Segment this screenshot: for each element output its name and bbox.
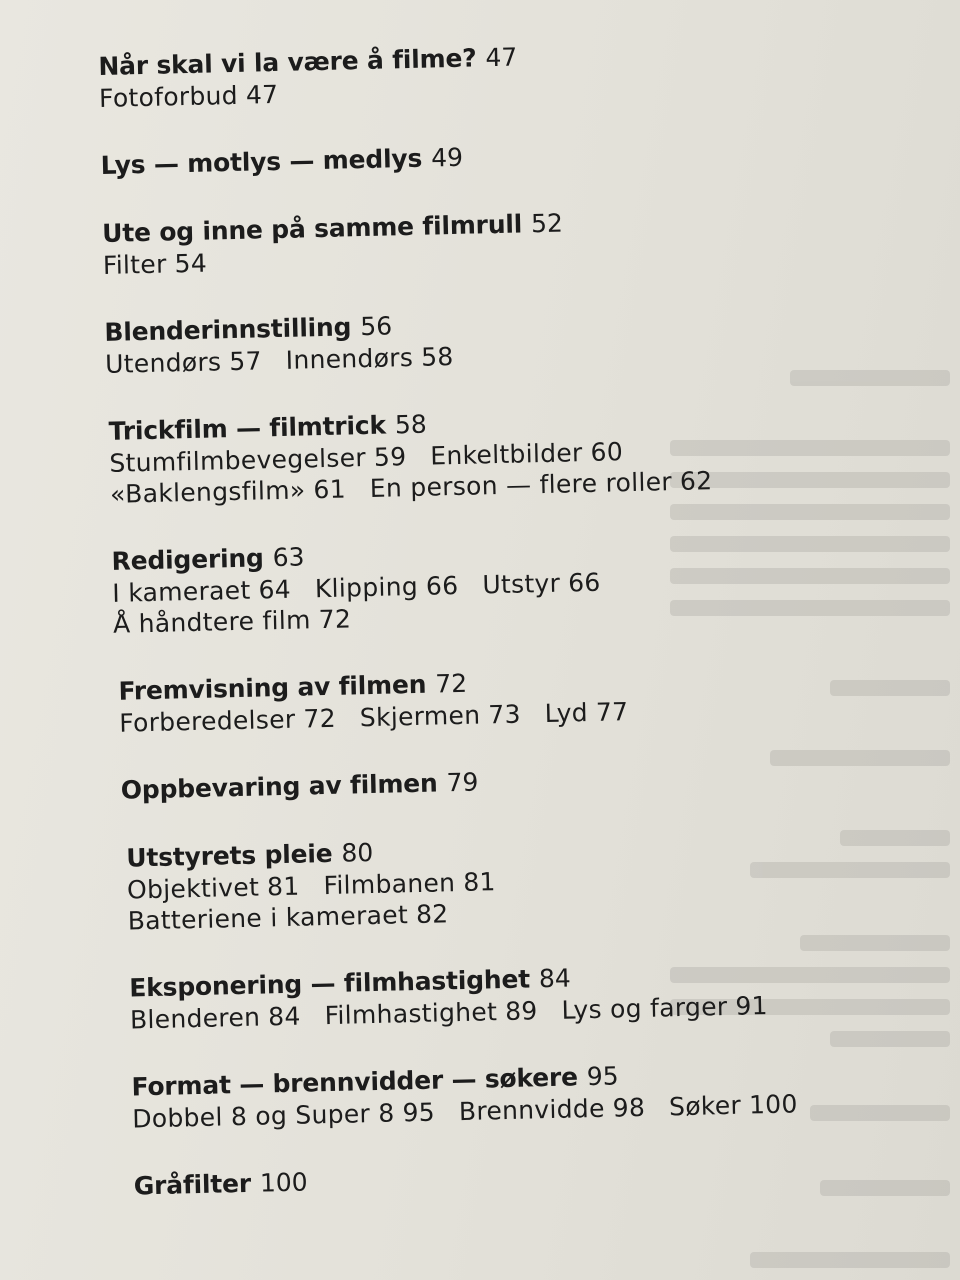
toc-subentry-title: Filmhastighet <box>324 997 498 1031</box>
toc-subentry-page-number: 57 <box>228 346 263 377</box>
toc-heading-page-number: 56 <box>359 311 393 342</box>
toc-heading-page-number: 52 <box>530 208 564 239</box>
toc-entry <box>111 528 871 640</box>
toc-subentry <box>132 1097 435 1135</box>
toc-subentry-title: Innendørs <box>285 342 414 375</box>
toc-subentry-title: Skjermen <box>359 700 481 733</box>
toc-subentry <box>112 574 291 609</box>
toc-entry <box>118 658 873 739</box>
bleed-through-line <box>750 1252 950 1268</box>
toc-subentry-page-number: 82 <box>415 899 449 930</box>
toc-subentry-title: Enkeltbilder <box>430 438 583 471</box>
toc-heading-page-number: 63 <box>272 542 305 573</box>
toc-subentry-page-number: 91 <box>735 991 769 1021</box>
toc-subentry <box>544 696 628 729</box>
toc-heading: Ute og inne på samme filmrull <box>101 209 523 248</box>
toc-heading-page-number: 80 <box>341 837 374 868</box>
toc-subentry-page-number: 60 <box>590 437 624 467</box>
toc-heading-page-number: 100 <box>259 1167 308 1198</box>
toc-heading: Trickfilm — filmtrick <box>108 410 387 446</box>
toc-heading: Eksponering — filmhastighet <box>128 964 531 1003</box>
toc-subentry <box>370 465 713 504</box>
toc-subentry-page-number: 81 <box>462 867 496 897</box>
toc-subentry-title: Utendørs <box>104 347 222 379</box>
toc-subentry-title: I kameraet <box>112 575 251 608</box>
toc-heading-page-number: 58 <box>394 409 428 440</box>
toc-heading-row <box>120 757 875 807</box>
toc-subentry <box>99 79 279 114</box>
toc-entry <box>98 33 859 114</box>
toc-subentry-title: Forberedelser <box>118 704 296 738</box>
toc-entry <box>100 132 861 182</box>
toc-heading: Format — brennvidder — søkere <box>131 1062 579 1102</box>
toc-heading: Blenderinnstilling <box>104 312 352 347</box>
toc-subentry-title: Lyd <box>544 698 589 729</box>
toc-subentry-page-number: 81 <box>266 871 300 902</box>
toc-entry <box>104 299 865 380</box>
toc-subentry-page-number: 64 <box>258 574 292 605</box>
toc-subentry <box>285 341 454 376</box>
toc-subentry-page-number: 54 <box>174 248 208 279</box>
toc-heading-page-number: 84 <box>538 963 572 994</box>
toc-subentry-page-number: 84 <box>267 1001 301 1032</box>
toc-subentry <box>127 898 448 936</box>
toc-heading: Når skal vi la være å filme? <box>98 43 477 81</box>
toc-heading-page-number: 47 <box>485 42 518 73</box>
toc-subentry <box>127 871 300 906</box>
toc-entry <box>120 757 875 807</box>
toc-subentry-page-number: 77 <box>595 697 629 727</box>
toc-subentry-title: Batteriene i kameraet <box>127 900 409 936</box>
toc-subentry-page-number: 66 <box>567 567 601 598</box>
toc-heading: Fremvisning av filmen <box>118 669 427 706</box>
toc-entry <box>108 398 868 510</box>
toc-subentry-title: Brennvidde <box>458 1093 606 1127</box>
toc-heading-page-number: 72 <box>434 668 468 699</box>
toc-subentry-page-number: 59 <box>373 442 407 472</box>
toc-subentry <box>110 473 346 509</box>
toc-entry <box>102 200 863 281</box>
toc-subentry-title: Dobbel 8 og Super 8 <box>131 1098 395 1134</box>
toc-heading-row <box>100 132 861 182</box>
toc-subentry <box>324 995 538 1031</box>
toc-subentry <box>669 1088 798 1122</box>
toc-subentry <box>105 345 262 380</box>
toc-subentry-title: Objektivet <box>126 872 260 905</box>
toc-subentry-title: Utstyr <box>482 568 561 600</box>
toc-subentry <box>482 567 601 601</box>
toc-heading-row <box>133 1152 884 1202</box>
toc-subentry <box>561 990 768 1026</box>
toc-subentry-page-number: 72 <box>318 604 352 635</box>
toc-subentry <box>103 248 208 281</box>
toc-subentry-title: Søker <box>668 1090 742 1122</box>
toc-heading: Utstyrets pleie <box>126 838 333 873</box>
toc-subentry-page-number: 73 <box>487 699 522 730</box>
toc-subentry <box>119 703 336 739</box>
toc-subentry-page-number: 58 <box>420 342 454 372</box>
toc-entry <box>129 955 880 1036</box>
toc-subentry-page-number: 47 <box>245 79 279 110</box>
toc-heading-page-number: 79 <box>446 767 479 798</box>
toc-subentry <box>359 699 521 734</box>
toc-subentry-page-number: 62 <box>679 466 713 496</box>
toc-subentry-page-number: 95 <box>402 1097 436 1128</box>
toc-subentry-title: Filter <box>102 249 167 280</box>
toc-subentry-title: Å håndtere film <box>112 605 312 639</box>
toc-heading: Lys — motlys — medlys <box>100 143 423 180</box>
toc-subentry-page-number: 61 <box>313 474 347 505</box>
toc-subentry <box>459 1092 646 1127</box>
toc-heading-page-number: 49 <box>430 142 464 173</box>
toc-subentry <box>130 1001 301 1036</box>
toc-subentry-title: «Baklengsfilm» <box>109 475 306 509</box>
toc-subentry-page-number: 66 <box>425 570 459 601</box>
toc-subentry <box>315 570 459 604</box>
toc-heading-page-number: 95 <box>586 1061 619 1092</box>
toc-subentry-title: Klipping <box>314 571 419 604</box>
toc-entry <box>131 1053 882 1134</box>
toc-heading: Gråfilter <box>133 1168 252 1201</box>
toc-subentry-title: Stumfilmbevegelser <box>109 443 367 478</box>
toc-subentry-page-number: 100 <box>748 1089 798 1120</box>
toc-heading: Redigering <box>111 543 265 576</box>
toc-subentry-title: En person — flere roller <box>369 467 673 503</box>
table-of-contents <box>98 33 885 1238</box>
toc-subentry <box>113 603 352 639</box>
toc-subentry-title: Filmbanen <box>323 868 456 901</box>
toc-subentry-page-number: 72 <box>303 703 337 734</box>
toc-subentry <box>323 866 496 901</box>
toc-subentry-page-number: 98 <box>612 1092 646 1123</box>
toc-subentry <box>430 436 623 471</box>
toc-subentry-page-number: 89 <box>504 996 538 1027</box>
toc-entry <box>126 825 878 937</box>
toc-subentry-title: Lys og farger <box>561 991 728 1025</box>
toc-entry <box>133 1152 884 1202</box>
toc-subentry-title: Fotoforbud <box>98 80 239 113</box>
toc-heading: Oppbevaring av filmen <box>120 768 438 805</box>
toc-subentry-title: Blenderen <box>129 1002 261 1035</box>
